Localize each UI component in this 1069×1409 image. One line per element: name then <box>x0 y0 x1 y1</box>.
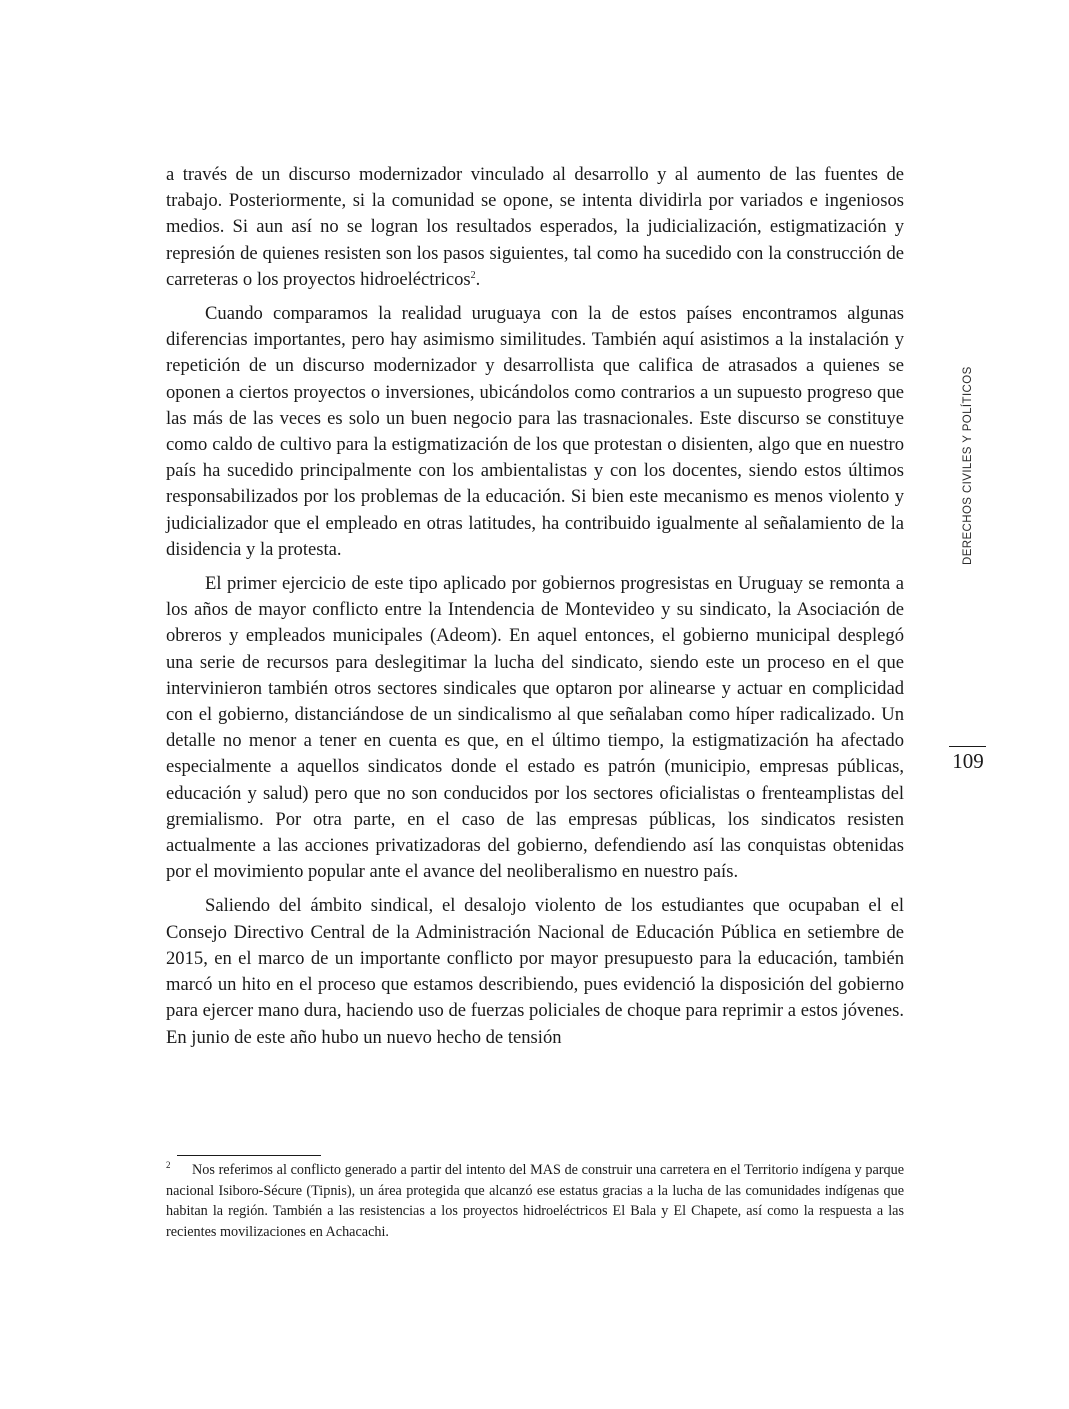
paragraph-4: Saliendo del ámbito sindical, el desalojo violento de los estudiantes que ocupaban el el Consejo Directivo Central de la Administración Nacional de Educación Pública en setiembre de 2015, en el marco de un importante conflicto por mayor presupuesto para la educación, también marcó un hito en el proceso que estamos describiendo, pues evidenció la disposición del gobierno para ejercer mano dura, haciendo uso de fuerzas policiales de choque para reprimir a estos jóvenes. En junio de este año hubo un nuevo hecho de tensión <box>166 895 904 1048</box>
section-title: DERECHOS CIVILES Y POLÍTICOS <box>962 366 974 565</box>
footnote: 2 Nos referimos al conflicto generado a partir del intento del MAS de construir una carretera en el Territorio indígena y parque nacional Isiboro-Sécure (Tipnis), un área protegida que alcanzó ese estatus gracias a la lucha de las comunidades indígenas que habitan la región. También a las resistencias a los proyectos hidroeléctricos El Bala y El Chapete, así como la respuesta a las recientes movilizaciones en Achacachi. <box>166 1160 904 1240</box>
footnote-text: Nos referimos al conflicto generado a partir del intento del MAS de construir una carretera en el Territorio indígena y parque nacional Isiboro-Sécure (Tipnis), un área protegida que alcanzó ese estatus gracias a la lucha de las comunidades indígenas que habitan la región. También a las resistencias a los proyectos hidroeléctricos El Bala y El Chapete, así como la respuesta a las recientes movilizaciones en Achacachi. <box>166 1162 904 1240</box>
paragraph-2: Cuando comparamos la realidad uruguaya con la de estos países encontramos algunas diferencias importantes, pero hay asimismo similitudes. También aquí asistimos a la instalación y repetición de un discurso modernizador y desarrollista que califica de atrasados a quienes se oponen a ciertos proyectos o inversiones, ubicándolos como contrarios a un supuesto progreso que las más de las veces es solo un buen negocio para las trasnacionales. Este discurso se constituye como caldo de cultivo para la estigmatización de los que protestan o disienten, algo que en nuestro país ha sucedido principalmente con los ambientalistas y con los docentes, siendo estos últimos responsabilizados por los problemas de la educación. Si bien este mecanismo es menos violento y judicializador que el empleado en otras latitudes, ha contribuido igualmente al señalamiento de la disidencia y la protesta. <box>166 303 904 560</box>
page-number-rule <box>949 746 986 747</box>
page-number: 109 <box>952 749 984 773</box>
paragraph-1-text: a través de un discurso modernizador vinculado al desarrollo y al aumento de las fuentes de trabajo. Posteriormente, si la comunidad se opone, se intenta dividirla por variados e ingeniosos medios. Si aun así no se logran los resultados esperados, la judicialización, estigmatización y represión de quienes resisten son los pasos siguientes, tal como ha sucedido con la construcción de carreteras o los proyectos hidroeléctricos <box>166 164 904 290</box>
footnote-separator <box>177 1155 321 1156</box>
paragraph-1 <box>166 162 904 293</box>
paragraph-3: El primer ejercicio de este tipo aplicado por gobiernos progresistas en Uruguay se remonta a los años de mayor conflicto entre la Intendencia de Montevideo y su sindicato, la Asociación de obreros y empleados municipales (Adeom). En aquel entonces, el gobierno municipal desplegó una serie de recursos para deslegitimar la lucha del sindicato, siendo este un proceso en el que intervinieron también otros sectores sindicales que optaron por alinearse y actuar en complicidad con el gobierno, distanciándose de un sindicalismo al que señalaban como híper radicalizado. Un detalle no menor a tener en cuenta es que, en el último tiempo, la estigmatización ha afectado especialmente a aquellos sindicatos donde el estado es patrón (municipio, empresas públicas, educación y salud) pero que no son conducidos por los sectores oficialistas o frenteamplistas del gremialismo. Por otra parte, en el caso de las empresas públicas, los sindicatos resisten actualmente a las acciones privatizadoras del gobierno, defendiendo así las conquistas obtenidas por el movimiento popular ante el avance del neoliberalismo en nuestro país. <box>166 573 904 883</box>
footnote-reference[interactable]: 2 <box>470 269 476 281</box>
paragraph-1-tail: . <box>475 268 481 290</box>
body-text <box>166 162 904 1059</box>
